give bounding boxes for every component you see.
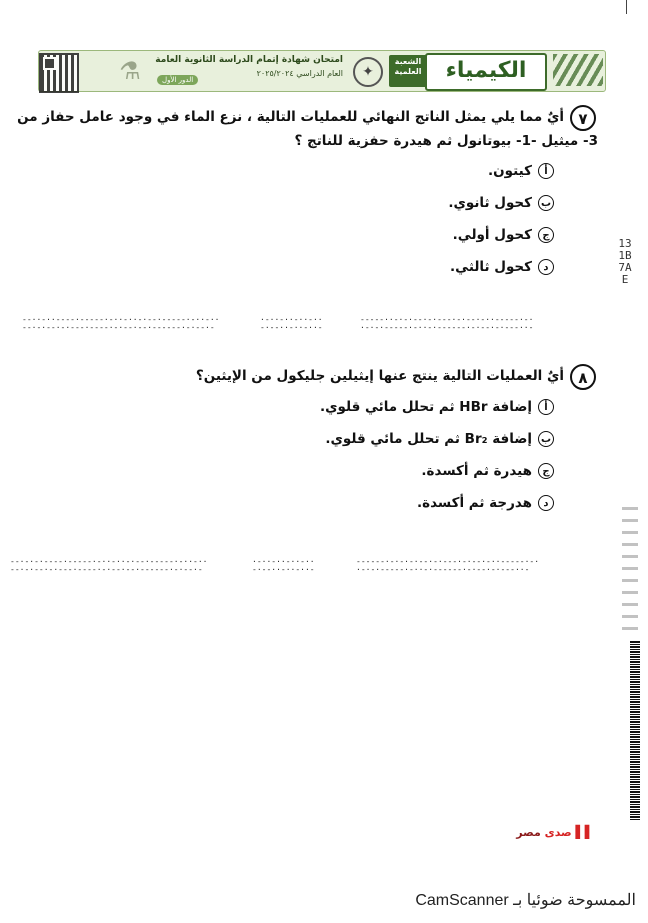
option-text: إضافة HBr ثم تحلل مائي قلوي.	[319, 399, 532, 415]
bubble-code-strip: --··-··----·-----·-··-··-·--·-----·-··-·· --·-·--·-·---·----·-·--·--·------·-·--·-	[22, 316, 220, 332]
question-number: ٧	[570, 105, 596, 131]
subject-title: الكيمياء	[425, 53, 547, 91]
bubble-code-strip: ·-··-··-··-·· -·--··-··-··-	[260, 316, 323, 332]
answer-option[interactable]	[453, 224, 554, 246]
option-text: كحول ثانوي.	[448, 195, 532, 211]
question-text: أيٌ مما يلي يمثل الناتج النهائي للعمليات التالية ، نزع الماء في وجود عامل حفاز من	[17, 109, 564, 125]
watermark-text-2: مصر	[516, 826, 541, 839]
site-watermark	[494, 825, 594, 843]
option-letter: ب	[538, 431, 554, 447]
page-edge-line	[626, 0, 627, 14]
scanner-footer: الممسوحة ضوئيا بـ CamScanner	[415, 892, 636, 909]
option-letter: أ	[538, 399, 554, 415]
option-letter: ج	[538, 463, 554, 479]
exam-title: امتحان شهادة إتمام الدراسة الثانوية العامة	[155, 55, 343, 65]
answer-option[interactable]	[448, 192, 554, 214]
answer-option[interactable]	[450, 256, 554, 278]
qr-code	[39, 53, 79, 93]
option-text: إضافة Br₂ ثم تحلل مائي قلوي.	[325, 431, 532, 447]
question-text: أيٌ العمليات التالية ينتج عنها إيثيلين جليكول من الإيثين؟	[195, 368, 564, 384]
option-letter: أ	[538, 163, 554, 179]
option-text: كيتون.	[488, 163, 532, 179]
watermark-bars-icon: ▌▌	[575, 825, 594, 839]
question-text-continued: 3- ميثيل -1- بيوتانول ثم هيدرة حفزية للناتج ؟	[294, 133, 598, 149]
academic-year: العام الدراسي ٢٠٢٥/٢٠٢٤	[256, 69, 343, 78]
ministry-emblem-icon: ✦	[353, 57, 383, 87]
watermark-text-1: صدى	[544, 826, 572, 839]
section-badge: الشعبة العلمية	[389, 55, 427, 87]
flask-icon: ⚗	[119, 57, 141, 85]
option-text: هيدرة ثم أكسدة.	[421, 463, 532, 479]
answer-option[interactable]	[417, 492, 554, 514]
answer-option[interactable]	[320, 396, 554, 418]
side-barcode	[630, 640, 640, 820]
bubble-code-strip: ·-··-··-··-·· -·--··-··-··-	[252, 558, 315, 574]
bubble-code-strip: ------·-·-·-·--·-·---·-·--·-··-----·-· ·-·-·-----·-··-·------·-·--·-·---··-	[356, 558, 540, 574]
option-letter: د	[538, 495, 554, 511]
exam-round-tag: الدور الأول	[157, 75, 198, 85]
answer-option[interactable]	[325, 428, 554, 450]
option-letter: د	[538, 259, 554, 275]
side-verification-code: 131B7AE	[618, 237, 632, 286]
corner-logo	[553, 54, 603, 86]
option-text: هدرجة ثم أكسدة.	[416, 495, 532, 511]
answer-option[interactable]	[488, 160, 554, 182]
side-scan-marks	[622, 500, 638, 630]
question-number: ٨	[570, 364, 596, 390]
option-text: كحول ثالثي.	[450, 259, 532, 275]
option-text: كحول أولي.	[452, 227, 532, 243]
exam-header-banner	[38, 50, 606, 92]
answer-option[interactable]	[421, 460, 554, 482]
option-letter: ج	[538, 227, 554, 243]
bubble-code-strip: -----··-·-·--·-·---·-·--·-··-----·-· ·-·-·-----·-··-·------·-·--·-·---··-	[360, 316, 534, 332]
option-letter: ب	[538, 195, 554, 211]
bubble-code-strip: --·-·-·----·-----·-··-··-·--·-----·-··-·· --·-·--·-·---·----·-·--·--·------·-·--·-	[10, 558, 208, 574]
